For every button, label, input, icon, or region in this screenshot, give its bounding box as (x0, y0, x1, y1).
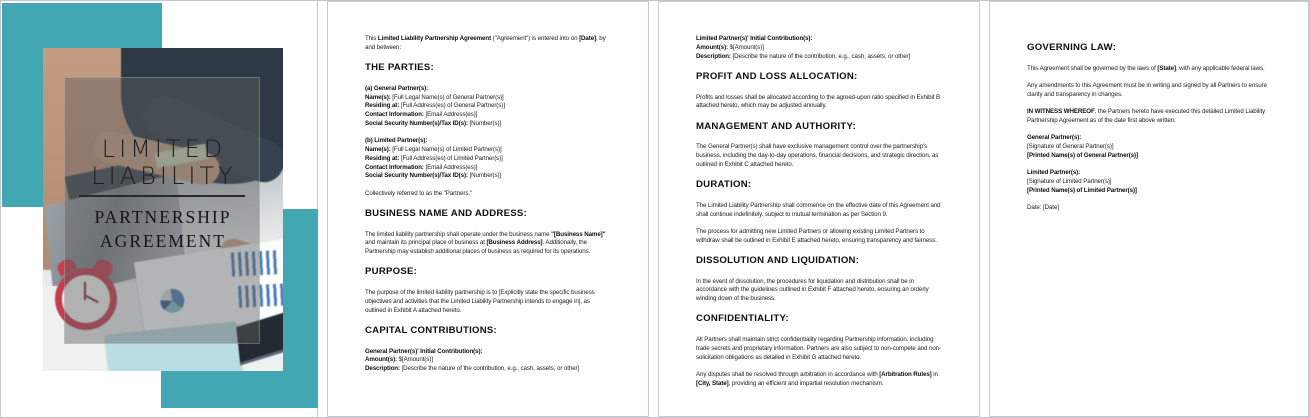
section-heading: CONFIDENTIALITY: (696, 313, 789, 325)
doc-field-line: Social Security Number(s)/Tax ID(s): [Number(s)] (365, 172, 502, 180)
doc-field-line: Residing at: [Full Address(es) of General Partner(s)] (365, 102, 505, 110)
doc-field-group (696, 35, 942, 61)
cover-title-line1: LIMITED (101, 135, 227, 163)
doc-paragraph: This Limited Liability Partnership Agreement ("Agreement") is entered into on [Date], by and between: (365, 35, 606, 51)
doc-field-group (365, 137, 611, 181)
doc-field-line: General Partner(s): (1027, 134, 1082, 142)
doc-field-line: (b) Limited Partner(s): (365, 137, 428, 145)
doc-paragraph: All Partners shall maintain strict confidentiality regarding Partnership information, including trade secrets and proprietary information. Partners are also subject to non-compete and non-solicitation obligations as detailed in Exhibit G attached hereto. (696, 336, 941, 361)
doc-field-line: [Signature of Limited Partner(s)] (1027, 177, 1112, 185)
doc-field-line: Description: [Describe the nature of the contribution, e.g., cash, assets, or other] (696, 52, 911, 60)
section-heading: CAPITAL CONTRIBUTIONS: (365, 324, 497, 336)
cover-page (1, 1, 318, 417)
cover-title-panel (64, 77, 260, 344)
cover-subtitle-line1: PARTNERSHIP (94, 206, 232, 227)
doc-field-line: (a) General Partner(s): (365, 84, 429, 92)
section-heading: DISSOLUTION AND LIQUIDATION: (696, 254, 860, 266)
section-heading: GOVERNING LAW: (1027, 42, 1117, 53)
doc-field-line: Contact Information: [Email Address(es)] (365, 111, 478, 119)
doc-paragraph: Any amendments to this Agreement must be in writing and signed by all Partners to ensure clarity and transparency in changes. (1027, 81, 1267, 98)
section-heading: THE PARTIES: (365, 62, 434, 74)
doc-field-line: Amount(s): $[Amount(s)] (696, 43, 764, 51)
doc-paragraph: Collectively referred to as the "Partners." (365, 189, 473, 197)
doc-field-line: Name(s): [Full Legal Name(s) of General Partner(s)] (365, 93, 504, 101)
doc-paragraph: Profits and losses shall be allocated according to the agreed-upon ratio specified in Exhibit B attached hereto, which may be adjusted annually. (696, 93, 940, 110)
section-heading: BUSINESS NAME AND ADDRESS: (365, 207, 527, 219)
doc-field-line: Contact Information: [Email Address(es)] (365, 163, 478, 171)
doc-field-group (365, 85, 611, 129)
doc-field-line: Residing at: [Full Address(es) of Limited Partner(s)] (365, 154, 503, 162)
doc-paragraph: The limited liability partnership shall operate under the business name "[Business Name]" and maintain its principal place of business at [Business Address]. Additionally, the Partnership may establish additional places of business as required for its operations. (365, 230, 606, 256)
doc-field-group (1027, 169, 1271, 195)
section-heading: PROFIT AND LOSS ALLOCATION: (696, 70, 858, 82)
section-heading: MANAGEMENT AND AUTHORITY: (696, 120, 856, 132)
doc-field-line: [Printed Name(s) of Limited Partner(s)] (1027, 186, 1137, 194)
doc-paragraph: The Limited Liability Partnership shall commence on the effective date of this Agreement and shall continue indefinitely, subject to mutual termination as per Section 9. (696, 201, 941, 218)
doc-field-line: Amount(s): $[Amount(s)] (365, 356, 433, 364)
doc-paragraph: The General Partner(s) shall have exclusive management control over the partnership's business, including the day-to-day operations, financial decisions, and strategic direction, as outlined in Exhibit C attached hereto. (696, 143, 939, 168)
doc-paragraph: The purpose of the limited liability partnership is to [Explicitly state the specific business objectives and activities that the Limited Liability Partnership intends to engage in], as outlined in Exhibit A attached hereto. (365, 289, 595, 314)
document-page-3 (658, 1, 980, 417)
cover-subtitle-line2: AGREEMENT (100, 230, 226, 251)
section-heading: PURPOSE: (365, 266, 418, 278)
doc-paragraph: Date: [Date] (1027, 203, 1059, 211)
doc-field-line: General Partner(s)' Initial Contribution(s): (365, 347, 483, 355)
doc-field-line: Name(s): [Full Legal Name(s) of Limited Partner(s)] (365, 145, 502, 153)
doc-paragraph: This Agreement shall be governed by the laws of [State], with any applicable federal laws. (1027, 64, 1265, 72)
doc-field-line: Limited Partner(s): (1027, 168, 1081, 176)
cover-title-line2: LIABILITY (79, 162, 244, 196)
doc-paragraph: Any disputes shall be resolved through arbitration in accordance with [Arbitration Rules] in [City, State], providing an efficient and impartial resolution mechanism. (696, 370, 938, 387)
doc-field-line: [Signature of General Partner(s)] (1027, 142, 1114, 150)
doc-paragraph: In the event of dissolution, the procedures for liquidation and distribution shall be in accordance with the guidelines outlined in Exhibit F attached hereto, ensuring an orderly winding down of the business. (696, 277, 929, 303)
doc-field-line: [Printed Name(s) of General Partner(s)] (1027, 151, 1138, 159)
doc-field-group (1027, 134, 1271, 160)
doc-field-line: Limited Partner(s)' Initial Contribution(s): (696, 35, 813, 42)
doc-paragraph: IN WITNESS WHEREOF, the Partners hereto have executed this detailed Limited Liability Partnership Agreement as of the date first above written. (1027, 108, 1266, 124)
document-page-2 (327, 1, 649, 417)
document-page-4 (989, 1, 1309, 417)
doc-paragraph: The process for admitting new Limited Partners or allowing existing Limited Partners to withdraw shall be outlined in Exhibit E attached hereto, ensuring transparency and fairness. (696, 227, 937, 244)
doc-field-line: Description: [Describe the nature of the contribution, e.g., cash, assets, or other] (365, 365, 580, 373)
doc-field-line: Social Security Number(s)/Tax ID(s): [Number(s)] (365, 119, 502, 127)
doc-field-group (365, 348, 611, 374)
section-heading: DURATION: (696, 179, 752, 191)
